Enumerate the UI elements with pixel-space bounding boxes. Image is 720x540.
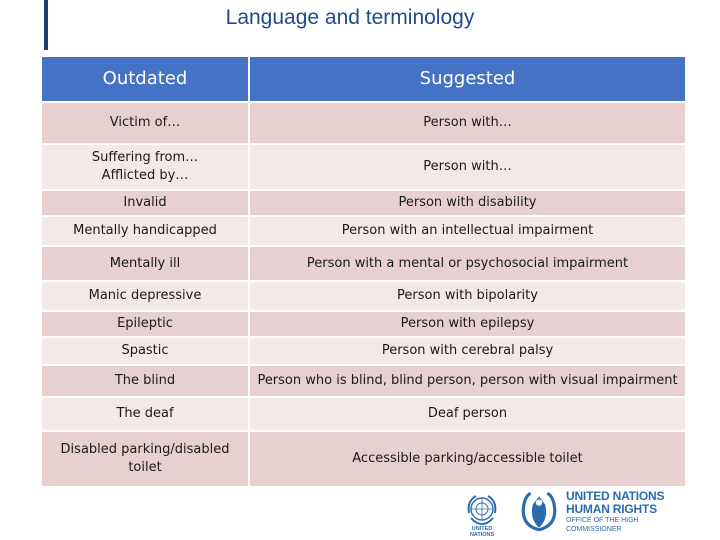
ohchr-emblem-icon	[518, 488, 560, 534]
table-row	[42, 145, 685, 189]
suggested-term: Person with…	[250, 103, 685, 143]
suggested-term: Person with disability	[250, 191, 685, 215]
suggested-term: Person with cerebral palsy	[250, 338, 685, 364]
terminology-table	[40, 55, 687, 488]
suggested-term: Person who is blind, blind person, person with visual impairment	[250, 366, 685, 396]
outdated-term: Disabled parking/disabled toilet	[42, 432, 248, 486]
table-row	[42, 312, 685, 336]
outdated-term: Epileptic	[42, 312, 248, 336]
table-row	[42, 338, 685, 364]
outdated-term: Victim of…	[42, 103, 248, 143]
table-row	[42, 217, 685, 245]
suggested-term: Deaf person	[250, 398, 685, 430]
header-outdated: Outdated	[42, 57, 248, 101]
header-suggested: Suggested	[250, 57, 685, 101]
outdated-term: The blind	[42, 366, 248, 396]
ohchr-line-1: UNITED NATIONS	[566, 489, 665, 503]
ohchr-line-2: HUMAN RIGHTS	[566, 502, 657, 516]
suggested-term: Person with an intellectual impairment	[250, 217, 685, 245]
suggested-term: Person with bipolarity	[250, 282, 685, 310]
table-row	[42, 432, 685, 486]
suggested-term: Person with epilepsy	[250, 312, 685, 336]
ohchr-wordmark	[566, 490, 696, 534]
outdated-term: Mentally ill	[42, 247, 248, 280]
suggested-term: Person with…	[250, 145, 685, 189]
table-row	[42, 247, 685, 280]
outdated-term: Mentally handicapped	[42, 217, 248, 245]
logos	[462, 488, 694, 538]
table-row	[42, 282, 685, 310]
outdated-term: Invalid	[42, 191, 248, 215]
outdated-term: The deaf	[42, 398, 248, 430]
suggested-term: Person with a mental or psychosocial impairment	[250, 247, 685, 280]
table-row	[42, 366, 685, 396]
table-header-row	[42, 57, 685, 101]
table-row	[42, 398, 685, 430]
table-row	[42, 191, 685, 215]
suggested-term: Accessible parking/accessible toilet	[250, 432, 685, 486]
table-row	[42, 103, 685, 143]
outdated-term: Suffering from… Afflicted by…	[42, 145, 248, 189]
page-title: Language and terminology	[225, 6, 475, 29]
outdated-term: Spastic	[42, 338, 248, 364]
ohchr-line-3: OFFICE OF THE HIGH COMMISSIONER	[566, 517, 639, 533]
un-caption: UNITED NATIONS	[469, 526, 495, 538]
outdated-term: Manic depressive	[42, 282, 248, 310]
